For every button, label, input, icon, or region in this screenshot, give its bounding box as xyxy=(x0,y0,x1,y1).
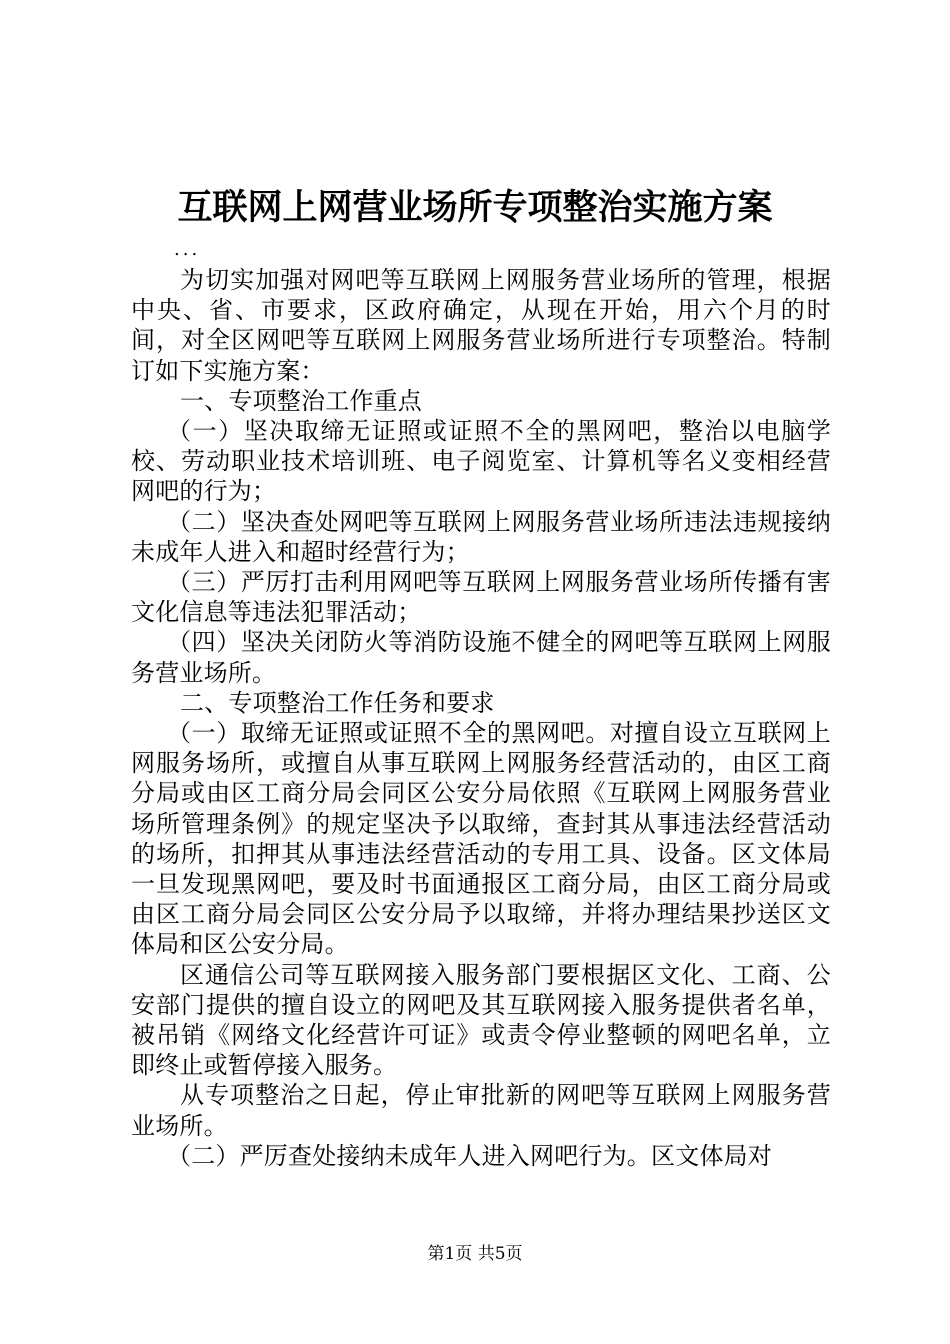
paragraph-telecom: 区通信公司等互联网接入服务部门要根据区文化、工商、公安部门提供的擅自设立的网吧及其互联网接入服务提供者名单，被吊销《网络文化经营许可证》或责令停业整顿的网吧名单，立即终止或暂停接入服务。 xyxy=(131,960,831,1080)
section-heading-1: 一、专项整治工作重点 xyxy=(180,386,422,415)
paragraph-stop-approval: 从专项整治之日起，停止审批新的网吧等互联网上网服务营业场所。 xyxy=(131,1081,831,1140)
paragraph-intro: 为切实加强对网吧等互联网上网服务营业场所的管理，根据中央、省、市要求，区政府确定，从现在开始，用六个月的时间，对全区网吧等互联网上网服务营业场所进行专项整治。特制订如下实施方案： xyxy=(131,266,831,385)
paragraph-item-1-3: （三）严厉打击利用网吧等互联网上网服务营业场所传播有害文化信息等违法犯罪活动； xyxy=(131,568,831,627)
paragraph-item-1-1: （一）坚决取缔无证照或证照不全的黑网吧，整治以电脑学校、劳动职业技术培训班、电子阅览室、计算机等名义变相经营网吧的行为； xyxy=(131,417,831,506)
document-title: 互联网上网营业场所专项整治实施方案 xyxy=(177,187,773,228)
section-heading-2: 二、专项整治工作任务和要求 xyxy=(180,688,495,717)
paragraph-item-1-4: （四）坚决关闭防火等消防设施不健全的网吧等互联网上网服务营业场所。 xyxy=(131,628,831,687)
document-body xyxy=(131,265,831,1171)
ellipsis-mark: ... xyxy=(174,239,201,260)
paragraph-item-1-2: （二）坚决查处网吧等互联网上网服务营业场所违法违规接纳未成年人进入和超时经营行为； xyxy=(131,507,831,566)
paragraph-item-2-1: （一）取缔无证照或证照不全的黑网吧。对擅自设立互联网上网服务场所，或擅自从事互联网上网服务经营活动的，由区工商分局或由区工商分局会同区公安分局依照《互联网上网服务营业场所管理条例》的规定坚决予以取缔，查封其从事违法经营活动的场所，扣押其从事违法经营活动的专用工具、设备。区文体局一旦发现黑网吧，要及时书面通报区工商分局，由区工商分局或由区工商分局会同区公安分局予以取缔，并将办理结果抄送区文体局和区公安分局。 xyxy=(131,719,831,959)
page-footer: 第1页 共5页 xyxy=(427,1244,523,1264)
paragraph-item-2-2: （二）严厉查处接纳未成年人进入网吧行为。区文体局对 xyxy=(167,1141,772,1170)
